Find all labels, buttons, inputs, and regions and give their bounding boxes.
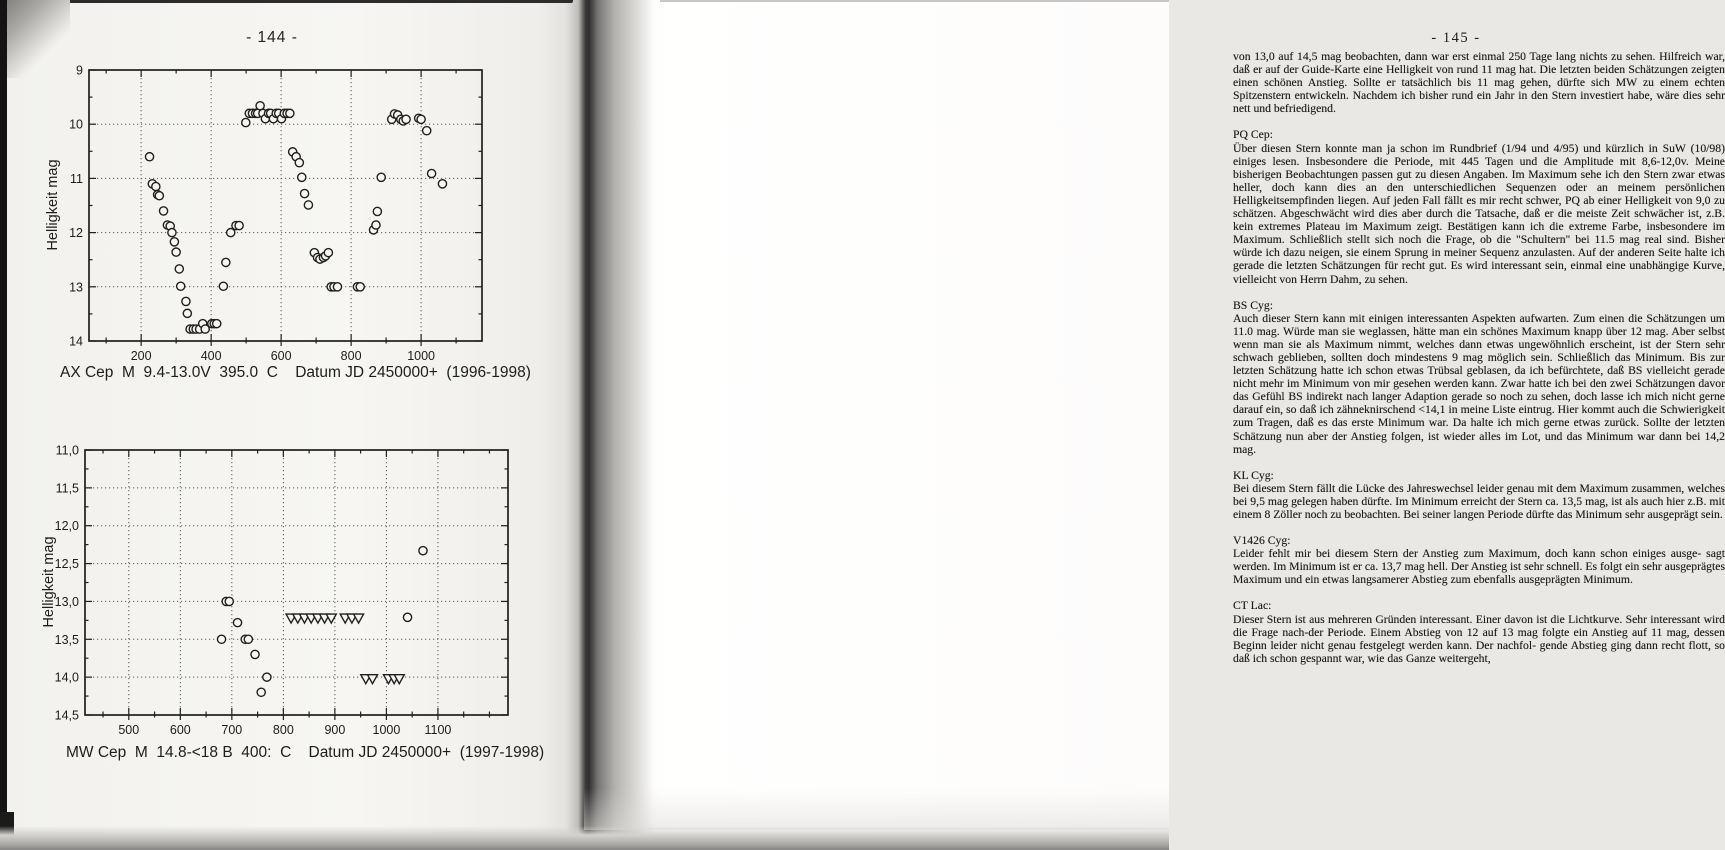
page-145-text-column xyxy=(1233,50,1725,665)
svg-text:11,0: 11,0 xyxy=(55,443,79,458)
paragraph-pq-cep: Über diesen Stern konnte man ja schon im Rundbrief (1/94 und 4/95) und kürzlich in SuW (10/98) einiges lesen. Insbesondere die Periode, mit 445 Tagen und die Amplitude mit 8,6-12,0v. Meine bisherigen Beobachtungen passen gut zu diesen Angaben. Im Maximum sehe ich den Stern zwar etwas heller, doch kann dies an den unterschiedlichen Sequenzen oder an meinem persönlichen Helligkeitsempfinden liegen. Auf jeden Fall fällt es mir recht schwer, PQ ab einer Helligkeit von 9,0 zu schätzen. Abgeschwächt wird dies aber durch die Tatsache, daß er die meiste Zeit schwächer ist, z.B. kein extremes Plateau im Maximum zeigt. Bestätigen kann ich die extreme Farbe, insbesondere im Maximum. Schließlich stellt sich noch die Frage, ob die "Schultern" bei 11.5 mag real sind. Bisher würde ich dazu neigen, sie einem Sprung in meiner Sequenz anzulasten. Auf der anderen Seite halte ich gerade die letzten Schätzungen für recht gut. Es wird interessant sein, einmal eine unabhängige Kurve, vielleicht von Herrn Dahm, zu sehen. xyxy=(1233,141,1725,286)
svg-text:11: 11 xyxy=(70,171,83,186)
svg-text:12: 12 xyxy=(69,226,83,241)
chart1-caption: AX Cep M 9.4-13.0V 395.0 C Datum JD 2450000+ (1996-1998) xyxy=(60,364,531,381)
svg-text:600: 600 xyxy=(169,723,191,737)
svg-text:600: 600 xyxy=(270,349,292,363)
heading-v1426-cyg: V1426 Cyg: xyxy=(1233,534,1291,548)
svg-text:400: 400 xyxy=(200,349,222,363)
chart2-y-axis-title: Helligkeit mag xyxy=(41,536,57,628)
page-number-145: - 145 - xyxy=(1431,30,1481,46)
svg-text:14: 14 xyxy=(69,334,83,349)
svg-text:200: 200 xyxy=(130,349,152,363)
paragraph-bs-cyg: Auch dieser Stern kann mit einigen interessanten Aspekten aufwarten. Zum einen die Schätzungen um 11.0 mag. Würde man sie weglassen, hätte man ein schönes Maximum knapp über 12 mag. Aber selbst wenn man sie als Maximum nimmt, welches dann etwas ungewöhnlich erscheint, ist der Stern sehr schwach geblieben, sollten doch mindestens 9 mag möglich sein. Schließlich das Minimum. Bis zur letzten Schätzung hatte ich schon etwas Trübsal geblasen, da ich befürchtete, daß BS vielleicht gerade nicht mehr im Minimum von mir gesehen werden kann. Zwar hatte ich bei den zwei Schätzungen davor das Gefühl BS indirekt nach langer Adaption gerade so noch zu sehen, doch lasse ich mich nicht gerne darauf ein, so daß ich zähneknirschend <14,1 in meine Liste eintrug. Hier kommt auch die Schwierigkeit zum Tragen, daß es das erste Minimum war. Da halte ich mich gerne etwas zurück. Sollte der letzten Schätzung nun aber der Anstieg folgen, ist wieder alles im Lot, und das Minimum war dann bei 14,2 mag. xyxy=(1233,311,1725,456)
svg-text:1000: 1000 xyxy=(407,349,436,363)
svg-text:14,5: 14,5 xyxy=(54,708,79,723)
page-number-144: - 144 - xyxy=(246,29,298,46)
heading-bs-cyg: BS Cyg: xyxy=(1233,298,1273,312)
scan-top-edge-right xyxy=(660,0,1169,2)
svg-text:11,5: 11,5 xyxy=(55,481,79,496)
heading-pq-cep: PQ Cep: xyxy=(1233,128,1273,142)
svg-text:13: 13 xyxy=(69,280,83,295)
svg-text:12,5: 12,5 xyxy=(54,557,79,572)
svg-text:800: 800 xyxy=(272,723,294,737)
scan-corner-shadow xyxy=(0,0,70,78)
svg-text:12,0: 12,0 xyxy=(54,519,79,534)
left-page-144 xyxy=(0,0,584,850)
paragraph-mw-cep-continuation: von 13,0 auf 14,5 mag beobachten, dann war erst einmal 250 Tage lang nichts zu sehen. Hilfreich war, daß er auf der Guide-Karte eine Helligkeit von rund 11 mag hat. Die letzten beiden Schätzungen zeigten einen schönen Anstieg. Sollte er tatsächlich bis 11 mag gehen, dürfte sich MW zu einem echten Spitzenstern entwickeln. Nachdem ich bisher rund ein Jahr in den Stern investiert habe, wäre dies sehr nett und befriedigend. xyxy=(1233,50,1725,116)
scan-bottom-shadow xyxy=(0,826,1169,850)
scan-bottom-wash xyxy=(584,788,1169,830)
svg-text:800: 800 xyxy=(340,349,362,363)
heading-kl-cyg: KL Cyg: xyxy=(1233,468,1274,482)
right-page-145 xyxy=(584,0,1725,850)
svg-text:1000: 1000 xyxy=(372,723,401,737)
svg-text:900: 900 xyxy=(324,723,346,737)
svg-text:10: 10 xyxy=(69,117,83,132)
svg-text:9: 9 xyxy=(76,63,83,78)
svg-text:13,5: 13,5 xyxy=(54,632,79,647)
svg-text:1100: 1100 xyxy=(424,723,452,737)
scan-left-edge xyxy=(0,0,7,850)
chart2-caption: MW Cep M 14.8-<18 B 400: C Datum JD 2450000+ (1997-1998) xyxy=(66,744,545,761)
paragraph-v1426-cyg: Leider fehlt mir bei diesem Stern der Anstieg zum Maximum, doch kann schon einiges ausge- sagt werden. Im Minimum ist er ca. 13,7 mag hell. Der Anstieg ist sehr schnell. Es folgt ein sehr ausgeprägtes Maximum und ein etwas langsamerer Abstieg zum ebenfalls ausgeprägten Minimum. xyxy=(1233,547,1725,587)
paragraph-ct-lac: Dieser Stern ist aus mehreren Gründen interessant. Einer davon ist die Lichtkurve. Sehr interessant wird die Frage nach-der Periode. Einem Abstieg von 12 auf 13 mag folgte ein Anstieg auf 11 mag, dessen Beginn leider nicht genau festgelegt werden kann. Der nachfol- gende Abstieg ging dann recht flott, so daß ich schon gespannt war, wie das Ganze weitergeht, xyxy=(1233,612,1725,665)
lightcurve-chart-ax-cep xyxy=(40,55,510,375)
heading-ct-lac: CT Lac: xyxy=(1233,599,1272,613)
lightcurve-chart-mw-cep xyxy=(40,440,520,750)
svg-text:13,0: 13,0 xyxy=(54,594,79,609)
paragraph-kl-cyg: Bei diesem Stern fällt die Lücke des Jahreswechsel leider genau mit dem Maximum zusammen, welches bei 9,5 mag gelegen haben dürfte. Im Minimum erreicht der Stern ca. 13,5 mag, ist als auch hier z.B. mit einem 8 Zöller noch zu beobachten. Bei seiner langen Periode dürfte das Minimum sehr ausgeprägt sein. xyxy=(1233,481,1725,521)
svg-text:700: 700 xyxy=(221,723,243,737)
svg-text:500: 500 xyxy=(118,723,140,737)
svg-text:14,0: 14,0 xyxy=(54,670,79,685)
chart1-y-axis-title: Helligkeit mag xyxy=(45,159,61,251)
scan-top-edge xyxy=(28,0,573,3)
